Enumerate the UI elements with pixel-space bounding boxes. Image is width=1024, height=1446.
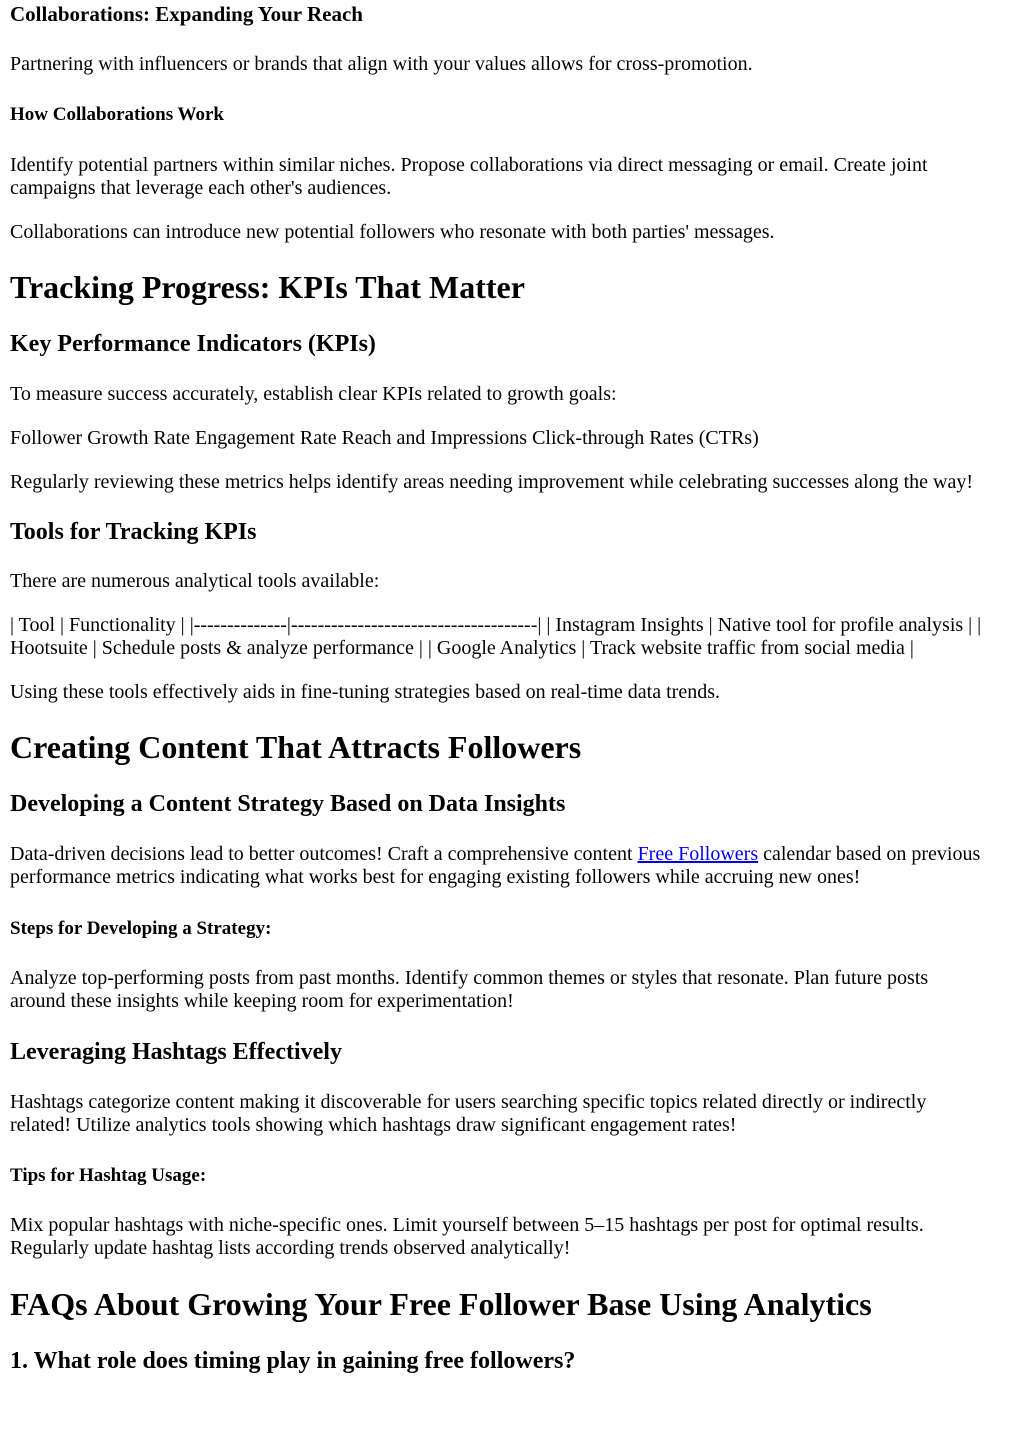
content-strategy-heading: Developing a Content Strategy Based on Data Insights — [10, 791, 566, 817]
tracking-progress-heading: Tracking Progress: KPIs That Matter — [10, 269, 525, 305]
hashtag-tips-line-2: Regularly update hashtag lists according trends observed analytically! — [10, 1237, 571, 1259]
creating-content-heading: Creating Content That Attracts Followers — [10, 729, 582, 765]
kpi-list: Follower Growth Rate Engagement Rate Reach and Impressions Click-through Rates (CTRs) — [10, 427, 759, 449]
faq-heading: FAQs About Growing Your Free Follower Base Using Analytics — [10, 1286, 872, 1322]
free-followers-link[interactable]: Free Followers — [637, 843, 759, 865]
tools-heading: Tools for Tracking KPIs — [10, 519, 257, 545]
how-collaborations-line-1: Identify potential partners within similar niches. Propose collaborations via direct messaging or email. Create joint — [10, 154, 928, 176]
collaborations-closing: Collaborations can introduce new potential followers who resonate with both parties' messages. — [10, 221, 775, 243]
hashtags-line-1: Hashtags categorize content making it discoverable for users searching specific topics related directly or indirectly — [10, 1091, 927, 1113]
steps-heading: Steps for Developing a Strategy: — [10, 918, 272, 939]
steps-line-2: around these insights while keeping room for experimentation! — [10, 990, 514, 1012]
content-strategy-line-2: performance metrics indicating what works best for engaging existing followers while accruing new ones! — [10, 866, 861, 888]
faq-question-1: 1. What role does timing play in gaining free followers? — [10, 1348, 576, 1374]
hashtag-tips-heading: Tips for Hashtag Usage: — [10, 1165, 207, 1186]
content-strategy-text-before: Data-driven decisions lead to better outcomes! Craft a comprehensive content — [10, 843, 638, 865]
collaborations-heading: Collaborations: Expanding Your Reach — [10, 2, 363, 26]
hashtags-heading: Leveraging Hashtags Effectively — [10, 1039, 342, 1065]
kpi-intro: To measure success accurately, establish clear KPIs related to growth goals: — [10, 383, 617, 405]
tools-table-line-2: Hootsuite | Schedule posts & analyze performance | | Google Analytics | Track website traffic from social media | — [10, 637, 914, 659]
kpi-heading: Key Performance Indicators (KPIs) — [10, 331, 376, 357]
tools-intro: There are numerous analytical tools available: — [10, 570, 380, 592]
steps-line-1: Analyze top-performing posts from past months. Identify common themes or styles that resonate. Plan future posts — [10, 967, 929, 989]
collaborations-intro: Partnering with influencers or brands that align with your values allows for cross-promotion. — [10, 53, 753, 75]
how-collaborations-line-2: campaigns that leverage each other's audiences. — [10, 177, 392, 199]
content-strategy-line-1 — [10, 843, 1016, 866]
tools-table-line-1: | Tool | Functionality | |--------------|-------------------------------------| | Instagram Insights | Native tool for profile analysis | | — [10, 614, 982, 636]
hashtag-tips-line-1: Mix popular hashtags with niche-specific ones. Limit yourself between 5–15 hashtags per post for optimal results. — [10, 1214, 924, 1236]
kpi-review: Regularly reviewing these metrics helps identify areas needing improvement while celebrating successes along the way! — [10, 471, 974, 493]
content-strategy-text-after: calendar based on previous — [758, 843, 981, 865]
how-collaborations-heading: How Collaborations Work — [10, 104, 224, 125]
hashtags-line-2: related! Utilize analytics tools showing which hashtags draw significant engagement rates! — [10, 1114, 737, 1136]
tools-closing: Using these tools effectively aids in fine-tuning strategies based on real-time data trends. — [10, 681, 720, 703]
